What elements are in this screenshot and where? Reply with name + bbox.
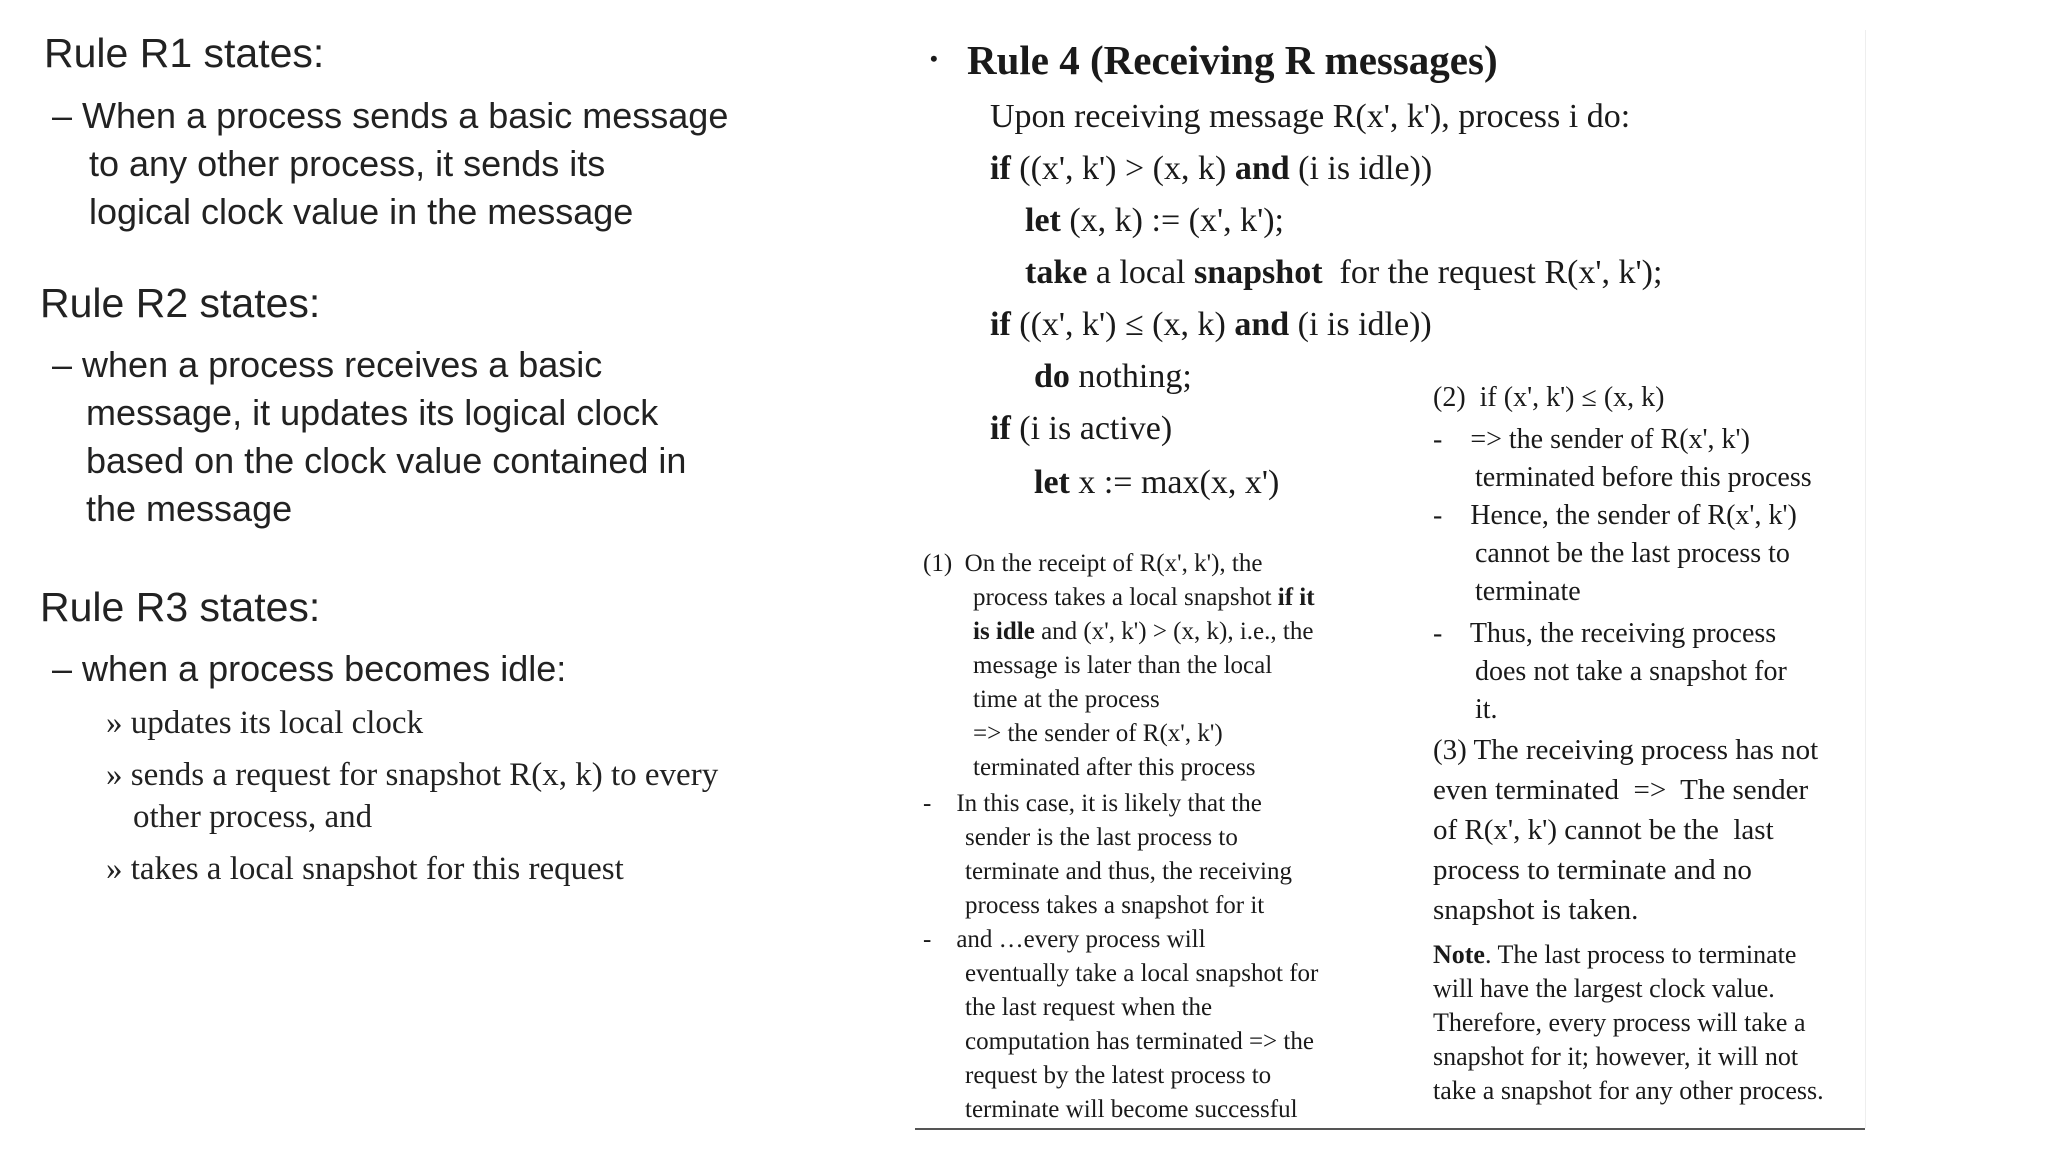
rule-r1-line: – When a process sends a basic message xyxy=(52,95,729,136)
rule-r3-subitem: » takes a local snapshot for this request xyxy=(106,851,624,887)
note-text: and (x', k') > (x, k), i.e., the xyxy=(1034,618,1314,645)
code-text: ((x', k') ≤ (x, k) xyxy=(1010,306,1235,343)
note1-line: - and …every process will xyxy=(923,926,1206,953)
rule-r2-heading: Rule R2 states: xyxy=(40,280,321,326)
rule-r1-line: logical clock value in the message xyxy=(89,191,634,232)
note1-line: process takes a snapshot for it xyxy=(965,892,1265,919)
note4-line: snapshot for it; however, it will not xyxy=(1433,1042,1799,1071)
code-text: ((x', k') > (x, k) xyxy=(1010,150,1235,187)
keyword: let xyxy=(1025,202,1061,239)
note4-line xyxy=(1433,940,1796,970)
note2-line: - Thus, the receiving process xyxy=(1433,618,1777,649)
code-text: x := max(x, x') xyxy=(1069,464,1280,501)
rule-r3-subitem: » sends a request for snapshot R(x, k) to every xyxy=(106,757,719,793)
code-text: (i is active) xyxy=(1010,410,1173,447)
keyword: if xyxy=(990,306,1011,343)
panel-bottom-border xyxy=(915,1128,1865,1130)
do-line xyxy=(1034,358,1192,396)
rule-r3-subitem: other process, and xyxy=(133,799,373,835)
note1-line: request by the latest process to xyxy=(965,1062,1272,1089)
note2-line: it. xyxy=(1475,694,1498,725)
code-text: nothing; xyxy=(1069,358,1192,395)
note2-line: does not take a snapshot for xyxy=(1475,656,1787,687)
note4-line: will have the largest clock value. xyxy=(1433,974,1775,1003)
note3-line: even terminated => The sender xyxy=(1433,774,1809,806)
note-bold: is idle xyxy=(973,618,1035,645)
left-column xyxy=(0,0,900,1152)
rule-r3-heading: Rule R3 states: xyxy=(40,584,321,630)
rule4-title: Rule 4 (Receiving R messages) xyxy=(967,37,1498,83)
note1-line: eventually take a local snapshot for xyxy=(965,960,1319,987)
code-text: (x, k) := (x', k'); xyxy=(1060,202,1284,239)
note1-line: time at the process xyxy=(973,686,1160,713)
rule-r2-line: – when a process receives a basic xyxy=(52,344,603,385)
rule-r1-heading: Rule R1 states: xyxy=(44,30,325,76)
let-line-2 xyxy=(1034,464,1279,502)
note4-line: Therefore, every process will take a xyxy=(1433,1008,1806,1037)
note-text: . The last process to terminate xyxy=(1484,940,1797,969)
rule-r1-line: to any other process, it sends its xyxy=(89,143,606,184)
note3-line: process to terminate and no xyxy=(1433,854,1752,886)
note1-line: - In this case, it is likely that the xyxy=(923,790,1262,817)
note1-line xyxy=(973,618,1313,646)
let-line-1 xyxy=(1025,202,1284,240)
keyword: let xyxy=(1034,464,1070,501)
note2-line: - => the sender of R(x', k') xyxy=(1433,424,1750,455)
if-line-3 xyxy=(990,410,1172,448)
upon-line: Upon receiving message R(x', k'), process i do: xyxy=(990,98,1631,135)
note2-line: cannot be the last process to xyxy=(1475,538,1790,569)
note2-line: - Hence, the sender of R(x', k') xyxy=(1433,500,1797,531)
code-text: for the request R(x', k'); xyxy=(1322,254,1663,291)
note-bold: Note xyxy=(1433,940,1485,969)
rule-r3-subitem: » updates its local clock xyxy=(106,705,424,741)
if-line-1 xyxy=(990,150,1432,188)
take-line xyxy=(1025,254,1662,292)
note1-line: computation has terminated => the xyxy=(965,1028,1314,1055)
note1-line: terminated after this process xyxy=(973,754,1256,781)
keyword: and xyxy=(1234,306,1290,343)
keyword: do xyxy=(1034,358,1070,395)
code-text: (i is idle)) xyxy=(1289,150,1433,187)
note2-line: terminated before this process xyxy=(1475,462,1812,493)
keyword: if xyxy=(990,410,1011,447)
note2-line: (2) if (x', k') ≤ (x, k) xyxy=(1433,382,1665,413)
code-text: (i is idle)) xyxy=(1289,306,1432,343)
note1-line: (1) On the receipt of R(x', k'), the xyxy=(923,550,1263,577)
if-line-2 xyxy=(990,306,1432,344)
note1-line: sender is the last process to xyxy=(965,824,1238,851)
keyword: take xyxy=(1025,254,1088,291)
note3-line: (3) The receiving process has not xyxy=(1433,734,1819,766)
note4-line: take a snapshot for any other process. xyxy=(1433,1076,1824,1105)
keyword: if xyxy=(990,150,1011,187)
note1-line: => the sender of R(x', k') xyxy=(973,720,1223,747)
note-text: process takes a local snapshot xyxy=(973,584,1278,611)
note1-line xyxy=(973,584,1315,612)
note1-line: terminate will become successful xyxy=(965,1096,1298,1123)
note2-line: terminate xyxy=(1475,576,1581,607)
rule-r3-line: – when a process becomes idle: xyxy=(52,648,567,689)
note3-line: snapshot is taken. xyxy=(1433,894,1639,926)
note1-line: message is later than the local xyxy=(973,652,1273,679)
keyword: and xyxy=(1234,150,1290,187)
note1-line: the last request when the xyxy=(965,994,1213,1021)
code-text: a local xyxy=(1087,254,1194,291)
bullet-icon: • xyxy=(930,46,938,71)
rule-r2-line: the message xyxy=(86,488,293,529)
rule-r2-line: based on the clock value contained in xyxy=(86,440,687,481)
note-bold: if it xyxy=(1277,584,1315,611)
note3-line: of R(x', k') cannot be the last xyxy=(1433,814,1774,846)
rule-r2-line: message, it updates its logical clock xyxy=(86,392,659,433)
note1-line: terminate and thus, the receiving xyxy=(965,858,1292,885)
keyword: snapshot xyxy=(1194,254,1323,291)
